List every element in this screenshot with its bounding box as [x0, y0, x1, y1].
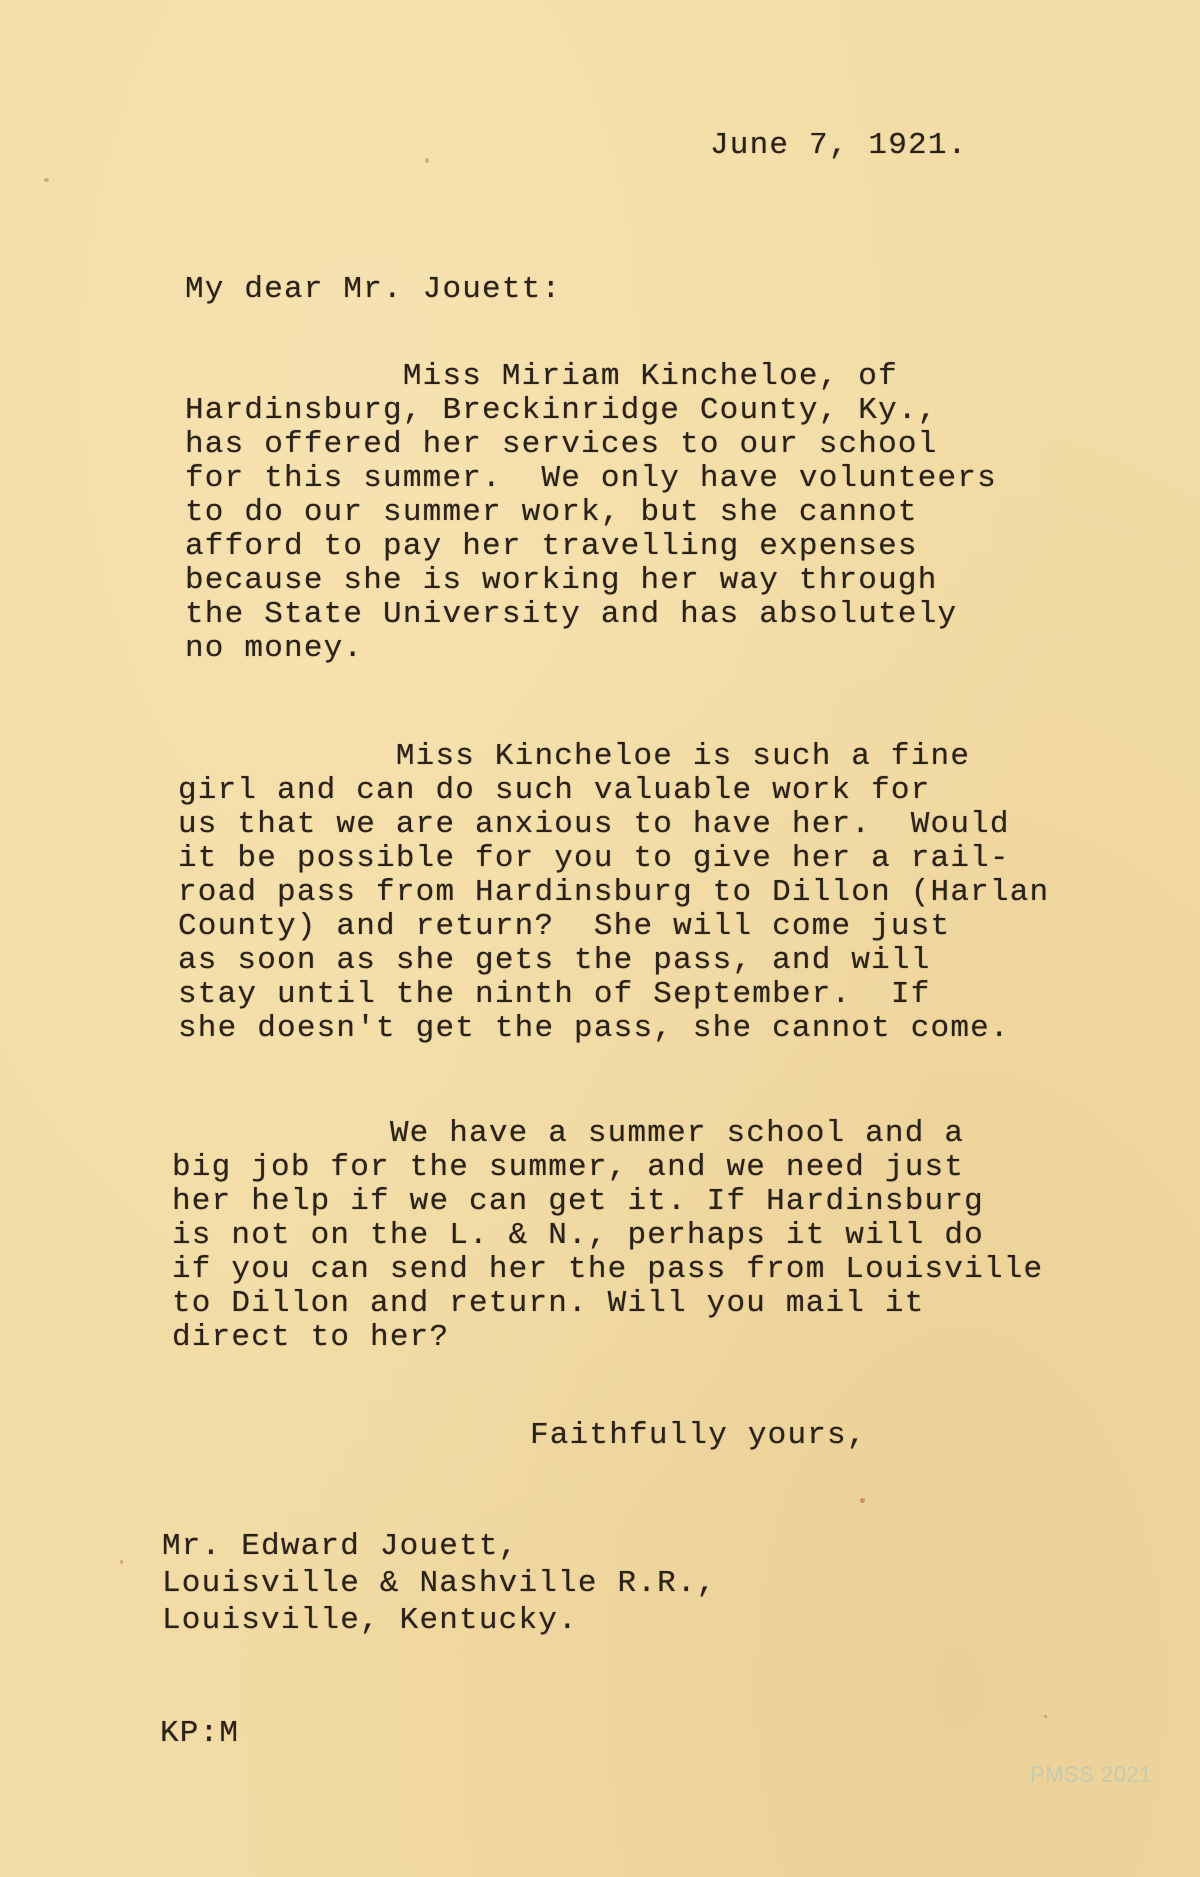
- paper-fleck: [860, 1498, 865, 1503]
- address-line: Mr. Edward Jouett,: [162, 1529, 519, 1564]
- text-line: big job for the summer, and we need just: [172, 1150, 965, 1185]
- text-line: We have a summer school and a: [172, 1116, 965, 1151]
- text-line: she doesn't get the pass, she cannot come.: [178, 1011, 1010, 1046]
- letter-date: June 7, 1921.: [710, 128, 968, 163]
- text-line: it be possible for you to give her a rail-: [178, 841, 1010, 876]
- text-line: Miss Miriam Kincheloe, of: [185, 359, 898, 394]
- text-line: Miss Kincheloe is such a fine: [178, 739, 971, 774]
- watermark: PMSS 2021: [1030, 1762, 1152, 1787]
- text-line: to Dillon and return. Will you mail it: [172, 1286, 925, 1321]
- text-line: us that we are anxious to have her. Would: [178, 807, 1010, 842]
- text-line: to do our summer work, but she cannot: [185, 495, 918, 530]
- address-line: Louisville & Nashville R.R.,: [162, 1566, 717, 1601]
- text-line: Hardinsburg, Breckinridge County, Ky.,: [185, 393, 938, 428]
- paragraph-1: [185, 360, 1185, 666]
- paper-fleck: [1044, 1715, 1047, 1718]
- paper-fleck: [44, 178, 49, 182]
- paper-fleck: [425, 158, 429, 163]
- text-line: the State University and has absolutely: [185, 597, 958, 632]
- text-line: afford to pay her travelling expenses: [185, 529, 918, 564]
- text-line: for this summer. We only have volunteers: [185, 461, 997, 496]
- text-line: if you can send her the pass from Louisville: [172, 1252, 1044, 1287]
- address-line: Louisville, Kentucky.: [162, 1603, 578, 1638]
- text-line: has offered her services to our school: [185, 427, 938, 462]
- text-line: because she is working her way through: [185, 563, 938, 598]
- paragraph-2: [178, 740, 1178, 1046]
- text-line: no money.: [185, 631, 364, 666]
- paragraph-3: [172, 1117, 1172, 1355]
- closing: Faithfully yours,: [530, 1418, 867, 1453]
- salutation: My dear Mr. Jouett:: [185, 272, 562, 307]
- text-line: her help if we can get it. If Hardinsburg: [172, 1184, 984, 1219]
- text-line: road pass from Hardinsburg to Dillon (Harlan: [178, 875, 1050, 910]
- paper-fleck: [120, 1560, 123, 1564]
- text-line: girl and can do such valuable work for: [178, 773, 931, 808]
- text-line: stay until the ninth of September. If: [178, 977, 931, 1012]
- text-line: as soon as she gets the pass, and will: [178, 943, 931, 978]
- text-line: direct to her?: [172, 1320, 450, 1355]
- recipient-address: [162, 1528, 717, 1639]
- text-line: County) and return? She will come just: [178, 909, 951, 944]
- text-line: is not on the L. & N., perhaps it will do: [172, 1218, 984, 1253]
- reference-initials: KP:M: [160, 1716, 240, 1751]
